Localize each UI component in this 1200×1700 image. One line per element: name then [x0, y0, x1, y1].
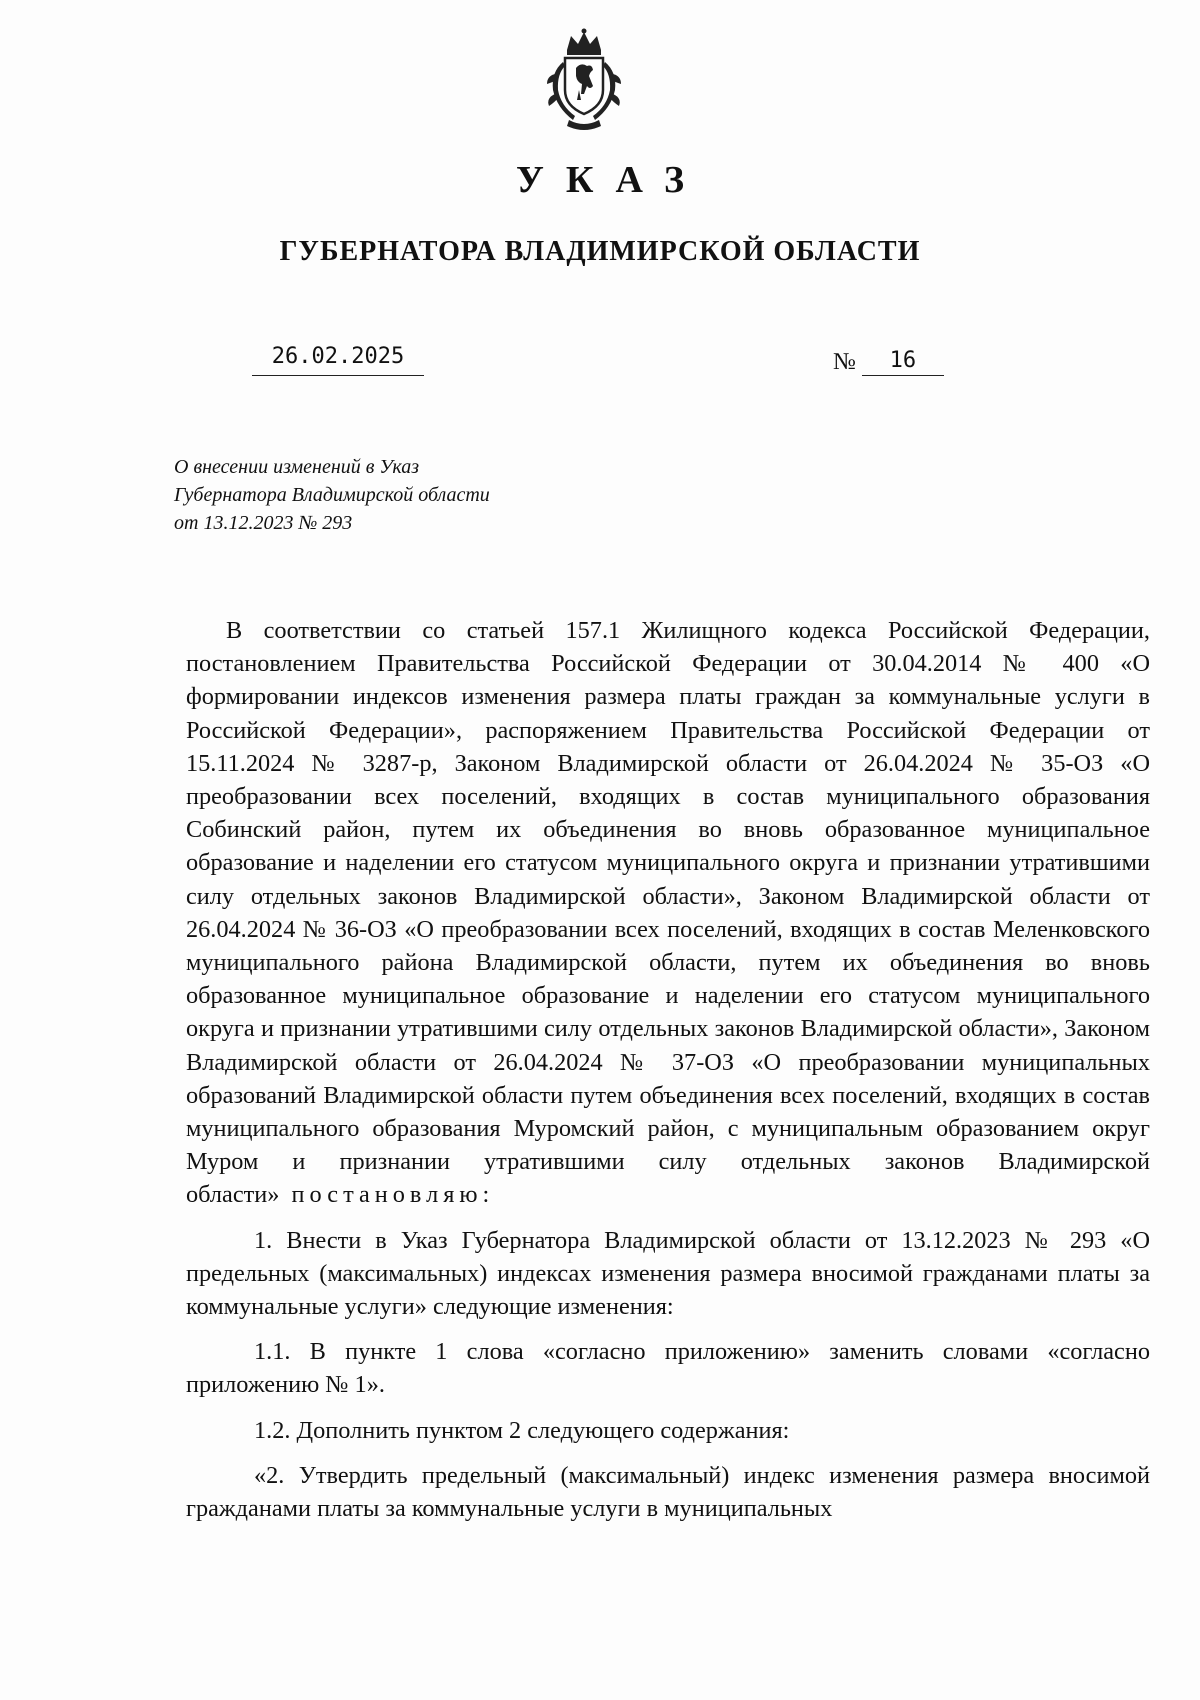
caption-line: Губернатора Владимирской области	[174, 484, 490, 506]
item-1-paragraph: 1. Внести в Указ Губернатора Владимирской области от 13.12.2023 № 293 «О предельных (максимальных) индексах изменения размера вносимой гражданами платы за коммунальные услуги» следующие изменения:	[186, 1226, 1150, 1321]
item-1-2-paragraph: 1.2. Дополнить пунктом 2 следующего содержания:	[254, 1416, 790, 1444]
preamble-text: В соответствии со статьей 157.1 Жилищного кодекса Российской Федерации, постановлением Правительства Российской Федерации от 30.04.2014 № 400 «О формировании индексов изменения размера платы граждан за коммунальные услуги в Российской Федерации», распоряжением Правительства Российской Федерации от 15.11.2024 № 3287-р, Законом Владимирской области от 26.04.2024 № 35-ОЗ «О преобразовании всех поселений, входящих в состав муниципального образования Собинский район, путем их объединения во вновь образованное муниципальное образование и наделении его статусом муниципального округа и признании утратившими силу отдельных законов Владимирской области», Законом Владимирской области от 26.04.2024 № 36-ОЗ «О преобразовании всех поселений, входящих в состав Меленковского муниципального района Владимирской области, путем их объединения во вновь образованное муниципальное образование и наделении его статусом муниципального округа и признании утратившими силу отдельных законов Владимирской области», Законом Владимирской области от 26.04.2024 № 37-ОЗ «О преобразовании муниципальных образований Владимирской области путем объединения всех поселений, входящих в состав муниципального образования Муромский район, с муниципальным образованием округ Муром и признании утратившими силу отдельных законов Владимирской области»	[186, 617, 1150, 1209]
quote-paragraph: «2. Утвердить предельный (максимальный) индекс изменения размера вносимой гражданами платы за коммунальные услуги в муниципальных	[186, 1461, 1150, 1523]
document-title: УКАЗ	[516, 159, 706, 201]
document-subtitle: ГУБЕРНАТОРА ВЛАДИМИРСКОЙ ОБЛАСТИ	[279, 236, 921, 267]
coat-of-arms-icon	[543, 28, 625, 132]
caption-line: от 13.12.2023 № 293	[174, 512, 353, 534]
decree-word: постановляю:	[291, 1181, 495, 1209]
item-1-1-paragraph: 1.1. В пункте 1 слова «согласно приложению» заменить словами «согласно приложению № 1».	[186, 1338, 1150, 1399]
number-sign: №	[833, 349, 856, 375]
document-number	[833, 348, 944, 376]
preamble-paragraph	[186, 614, 1150, 1212]
document-date: 26.02.2025	[252, 344, 424, 376]
document-caption	[174, 453, 490, 537]
caption-line: О внесении изменений в Указ	[174, 456, 420, 478]
number-value: 16	[862, 348, 944, 376]
document-body	[186, 614, 1150, 1525]
